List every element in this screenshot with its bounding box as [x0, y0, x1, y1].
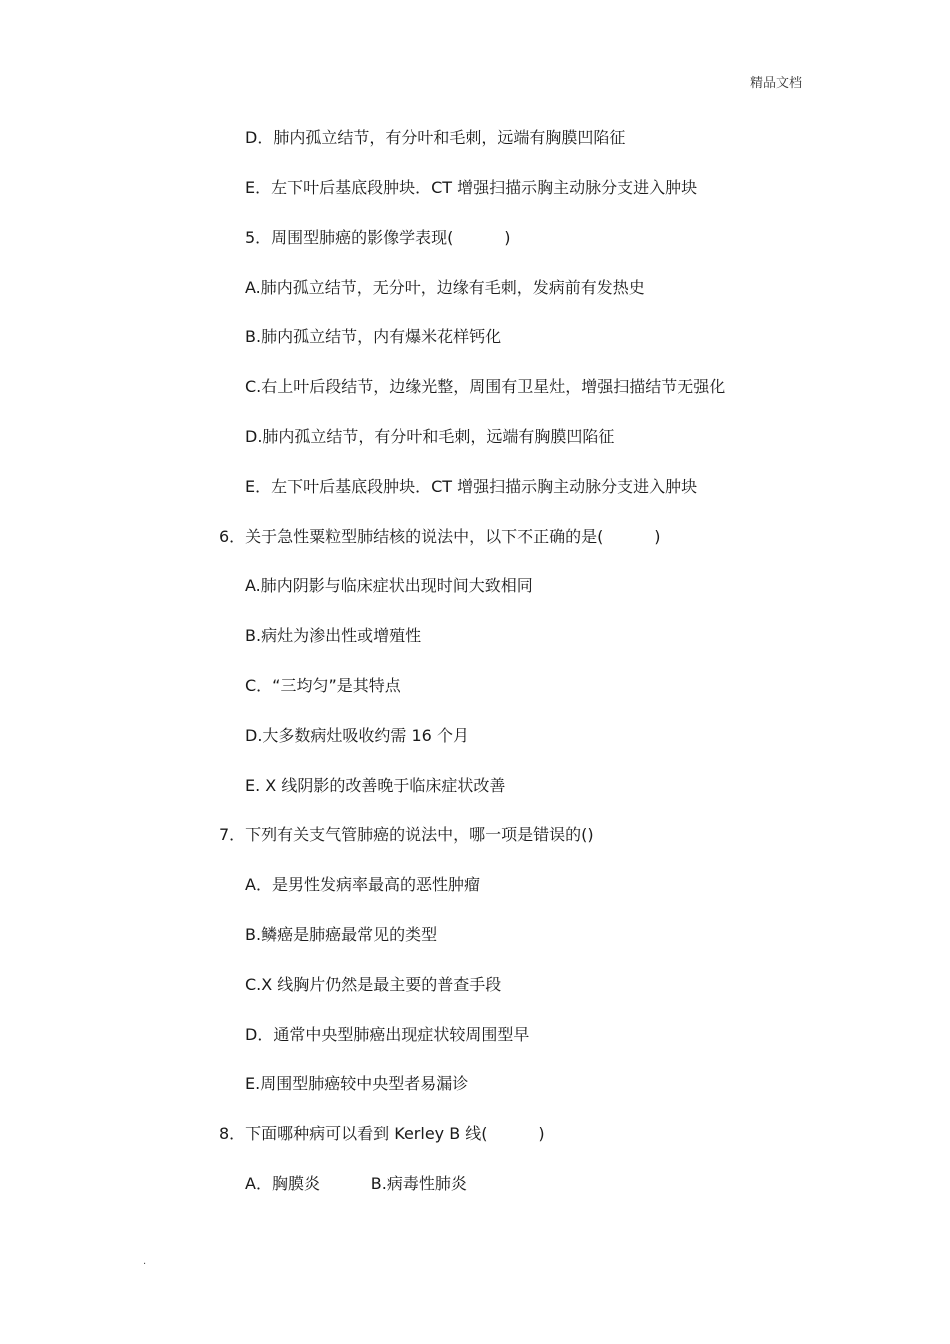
option-line: C.右上叶后段结节，边缘光整，周围有卫星灶，增强扫描结节无强化 — [245, 377, 726, 396]
option-line: D．肺内孤立结节，有分叶和毛刺，远端有胸膜凹陷征 — [245, 128, 626, 147]
option-line: A.肺内孤立结节，无分叶，边缘有毛刺，发病前有发热史 — [245, 278, 645, 297]
option-line: B.肺内孤立结节，内有爆米花样钙化 — [245, 327, 502, 346]
footer-dot: . — [143, 1256, 147, 1267]
option-line: B.鳞癌是肺癌最常见的类型 — [245, 925, 438, 944]
option-line: E．左下叶后基底段肿块．CT 增强扫描示胸主动脉分支进入肿块 — [245, 178, 698, 197]
option-line: A．是男性发病率最高的恶性肿瘤 — [245, 875, 480, 894]
option-line: E．左下叶后基底段肿块．CT 增强扫描示胸主动脉分支进入肿块 — [245, 477, 698, 496]
question-line: 7．下列有关支气管肺癌的说法中，哪一项是错误的() — [219, 825, 594, 844]
option-line: E. X 线阴影的改善晚于临床症状改善 — [245, 776, 506, 795]
option-line: D.大多数病灶吸收约需 16 个月 — [245, 726, 469, 745]
question-line: 8．下面哪种病可以看到 Kerley B 线( ) — [219, 1124, 545, 1143]
page-header: 精品文档 — [750, 76, 803, 91]
option-line: C．“三均匀”是其特点 — [245, 676, 401, 695]
question-line: 5．周围型肺癌的影像学表现( ) — [245, 228, 511, 247]
option-line: A．胸膜炎 B.病毒性肺炎 — [245, 1174, 467, 1193]
option-line: E.周围型肺癌较中央型者易漏诊 — [245, 1074, 469, 1093]
option-line: D.肺内孤立结节，有分叶和毛刺，远端有胸膜凹陷征 — [245, 427, 615, 446]
question-line: 6．关于急性粟粒型肺结核的说法中，以下不正确的是( ) — [219, 527, 661, 546]
option-line: C.X 线胸片仍然是最主要的普查手段 — [245, 975, 502, 994]
option-line: A.肺内阴影与临床症状出现时间大致相同 — [245, 576, 533, 595]
option-line: B.病灶为渗出性或增殖性 — [245, 626, 422, 645]
option-line: D．通常中央型肺癌出现症状较周围型早 — [245, 1025, 530, 1044]
